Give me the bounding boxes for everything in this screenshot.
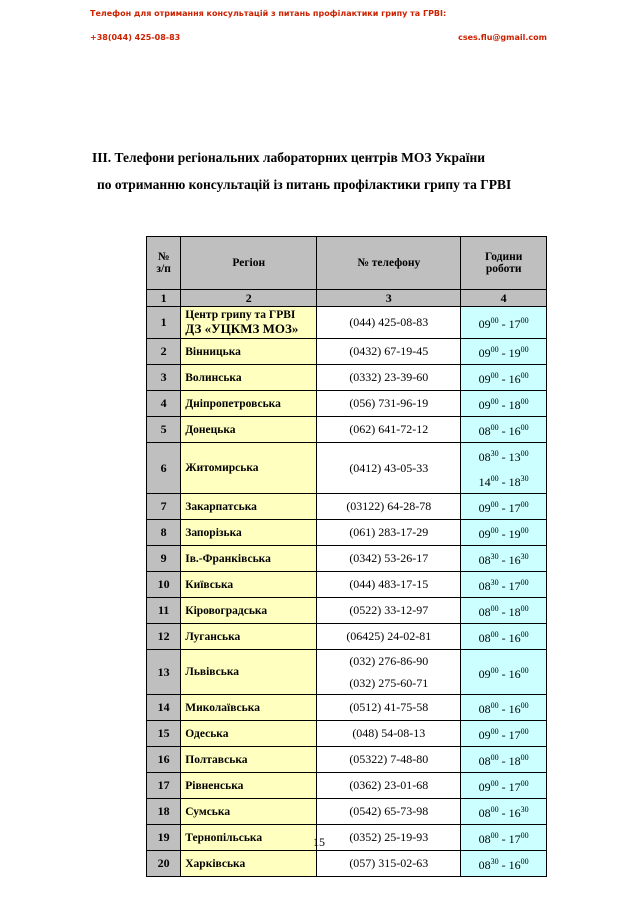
phone-cell: (0522) 33-12-97: [317, 598, 461, 624]
hours-text: $08^{30} - 16^{30}$: [478, 552, 529, 567]
section-title: ІІІ. Телефони регіональних лабораторних центрів МОЗ України: [92, 150, 486, 165]
hours-cell: [461, 520, 547, 546]
table-row: [147, 773, 547, 799]
region-line1: Центр грипу та ГРВІ: [185, 308, 296, 321]
phone-cell: (0362) 23-01-68: [317, 773, 461, 799]
phone-cell: (06425) 24-02-81: [317, 624, 461, 650]
col-number: 1: [147, 290, 181, 307]
hours-text: $09^{00} - 16^{00}$: [478, 371, 529, 386]
hours-line: [465, 660, 542, 685]
region-cell: Одеська: [181, 721, 317, 747]
hours-cell: [461, 650, 547, 695]
header-consult-line: Телефон для отримання консультацій з питань профілактики грипу та ГРВІ:: [90, 9, 447, 18]
hours-cell: [461, 851, 547, 877]
region-cell: Вінницька: [181, 339, 317, 365]
region-line2: ДЗ «УЦКМЗ МОЗ»: [185, 320, 299, 336]
hours-cell: [461, 546, 547, 572]
phone-cell: (056) 731-96-19: [317, 391, 461, 417]
table-row: [147, 572, 547, 598]
header-email: cses.flu@gmail.com: [458, 33, 547, 42]
row-number: 1: [147, 307, 181, 339]
row-number: 3: [147, 365, 181, 391]
table-row: [147, 494, 547, 520]
hours-cell: [461, 572, 547, 598]
region-cell: Львівська: [181, 650, 317, 695]
hours-text: $14^{00} - 18^{30}$: [478, 474, 529, 489]
hours-line: [465, 773, 542, 798]
table-row: [147, 721, 547, 747]
hours-cell: [461, 307, 547, 339]
region-cell: Рівненська: [181, 773, 317, 799]
hours-cell: [461, 624, 547, 650]
phone-cell: (061) 283-17-29: [317, 520, 461, 546]
hours-line: [465, 391, 542, 416]
row-number: 10: [147, 572, 181, 598]
hours-line: [465, 695, 542, 720]
hours-text: $08^{00} - 18^{00}$: [478, 604, 529, 619]
hours-text: $08^{30} - 16^{00}$: [478, 857, 529, 872]
row-number: 2: [147, 339, 181, 365]
hours-line: [465, 721, 542, 746]
hours-cell: [461, 747, 547, 773]
phone-cell: (044) 483-17-15: [317, 572, 461, 598]
hours-cell: [461, 799, 547, 825]
hours-cell: [461, 443, 547, 494]
phone-cell: (0342) 53-26-17: [317, 546, 461, 572]
table-row: [147, 339, 547, 365]
row-number: 17: [147, 773, 181, 799]
hours-text: $08^{30} - 17^{00}$: [478, 578, 529, 593]
header-phone: +38(044) 425-08-83: [90, 33, 181, 42]
row-number: 20: [147, 851, 181, 877]
hours-text: $08^{00} - 16^{00}$: [478, 630, 529, 645]
row-number: 14: [147, 695, 181, 721]
header-num: [147, 237, 181, 290]
hours-line: [465, 624, 542, 649]
region-cell: Полтавська: [181, 747, 317, 773]
hours-cell: [461, 417, 547, 443]
phone-cell: (0432) 67-19-45: [317, 339, 461, 365]
hours-cell: [461, 391, 547, 417]
phone-line1: (032) 276-86-90: [349, 654, 429, 668]
hours-cell: [461, 598, 547, 624]
hours-cell: [461, 365, 547, 391]
table-row: [147, 365, 547, 391]
table-row: [147, 851, 547, 877]
col-number: 3: [317, 290, 461, 307]
table-row: [147, 598, 547, 624]
hours-line: [465, 310, 542, 335]
phone-cell: (0412) 43-05-33: [317, 443, 461, 494]
region-cell: Миколаївська: [181, 695, 317, 721]
row-number: 9: [147, 546, 181, 572]
phone-cell: (044) 425-08-83: [317, 307, 461, 339]
region-cell: Харківська: [181, 851, 317, 877]
table-row: [147, 520, 547, 546]
phone-cell: (0332) 23-39-60: [317, 365, 461, 391]
column-number-row: [147, 290, 547, 307]
table-row: [147, 443, 547, 494]
hours-text: $08^{00} - 16^{00}$: [478, 423, 529, 438]
region-cell: Волинська: [181, 365, 317, 391]
hours-text: $09^{00} - 17^{00}$: [478, 727, 529, 742]
region-cell: Кіровоградська: [181, 598, 317, 624]
table-header-row: [147, 237, 547, 290]
hours-line: [465, 468, 542, 493]
row-number: 15: [147, 721, 181, 747]
hours-text: $08^{00} - 18^{00}$: [478, 753, 529, 768]
hours-cell: [461, 695, 547, 721]
phone-cell: (03122) 64-28-78: [317, 494, 461, 520]
hours-line: [465, 598, 542, 623]
phone-line2: (032) 275-60-71: [349, 676, 429, 690]
phone-cell: (062) 641-72-12: [317, 417, 461, 443]
hours-text: $09^{00} - 16^{00}$: [478, 665, 529, 681]
hours-cell: [461, 494, 547, 520]
hours-line: [465, 494, 542, 519]
hours-text: $09^{00} - 19^{00}$: [478, 345, 529, 360]
region-cell: [181, 307, 317, 339]
labs-table: [146, 236, 547, 877]
hours-line: [465, 339, 542, 364]
region-cell: Луганська: [181, 624, 317, 650]
hours-text: $08^{30} - 13^{00}$: [478, 449, 529, 464]
phone-cell: (0542) 65-73-98: [317, 799, 461, 825]
header-hours: [461, 237, 547, 290]
row-number: 11: [147, 598, 181, 624]
hours-text: $08^{00} - 16^{00}$: [478, 701, 529, 716]
section-subtitle: по отриманню консультацій із питань профілактики грипу та ГРВІ: [97, 177, 512, 192]
table-row: [147, 391, 547, 417]
row-number: 4: [147, 391, 181, 417]
hours-line: [465, 799, 542, 824]
hours-line: [465, 851, 542, 876]
region-cell: Житомирська: [181, 443, 317, 494]
phone-cell: (05322) 7-48-80: [317, 747, 461, 773]
phone-cell: (057) 315-02-63: [317, 851, 461, 877]
row-number: 16: [147, 747, 181, 773]
hours-cell: [461, 339, 547, 365]
hours-text: $09^{00} - 17^{00}$: [478, 316, 529, 331]
row-number: 18: [147, 799, 181, 825]
col-number: 4: [461, 290, 547, 307]
row-number: 7: [147, 494, 181, 520]
table-row: [147, 747, 547, 773]
phone-cell: (048) 54-08-13: [317, 721, 461, 747]
header-hours-line1: Години: [484, 251, 523, 263]
hours-text: $09^{00} - 18^{00}$: [478, 397, 529, 412]
table-row: [147, 307, 547, 339]
hours-text: $08^{00} - 17^{00}$: [478, 831, 529, 846]
table-row: [147, 650, 547, 695]
table-row: [147, 546, 547, 572]
region-cell: Донецька: [181, 417, 317, 443]
hours-line: [465, 546, 542, 571]
table-row: [147, 799, 547, 825]
region-cell: Тернопільська: [181, 825, 317, 851]
phone-cell: [317, 650, 461, 695]
hours-line: [465, 572, 542, 597]
header-hours-line2: роботи: [485, 263, 522, 275]
region-cell: Ів.-Франківська: [181, 546, 317, 572]
region-cell: Сумська: [181, 799, 317, 825]
region-cell: Запорізька: [181, 520, 317, 546]
header-phone: № телефону: [317, 237, 461, 290]
col-number: 2: [181, 290, 317, 307]
hours-text: $08^{00} - 16^{30}$: [478, 805, 529, 820]
hours-cell: [461, 773, 547, 799]
phone-cell: (0352) 25-19-93: [317, 825, 461, 851]
table-row: [147, 624, 547, 650]
hours-line: [465, 747, 542, 772]
hours-line: [465, 365, 542, 390]
row-number: 8: [147, 520, 181, 546]
row-number: 5: [147, 417, 181, 443]
row-number: 6: [147, 443, 181, 494]
header-region: Регіон: [181, 237, 317, 290]
hours-text: $09^{00} - 19^{00}$: [478, 526, 529, 541]
page-number: 15: [313, 835, 325, 849]
region-cell: Закарпатська: [181, 494, 317, 520]
region-cell: Київська: [181, 572, 317, 598]
table-row: [147, 695, 547, 721]
hours-line: [465, 443, 542, 468]
row-number: 19: [147, 825, 181, 851]
table-row: [147, 417, 547, 443]
phone-cell: (0512) 41-75-58: [317, 695, 461, 721]
region-cell: Дніпропетровська: [181, 391, 317, 417]
hours-cell: [461, 721, 547, 747]
hours-text: $09^{00} - 17^{00}$: [478, 500, 529, 515]
row-number: 13: [147, 650, 181, 695]
header-num-line2: з/п: [156, 263, 171, 275]
row-number: 12: [147, 624, 181, 650]
hours-line: [465, 417, 542, 442]
hours-text: $09^{00} - 17^{00}$: [478, 779, 529, 794]
hours-line: [465, 520, 542, 545]
header-num-line1: №: [157, 251, 170, 263]
